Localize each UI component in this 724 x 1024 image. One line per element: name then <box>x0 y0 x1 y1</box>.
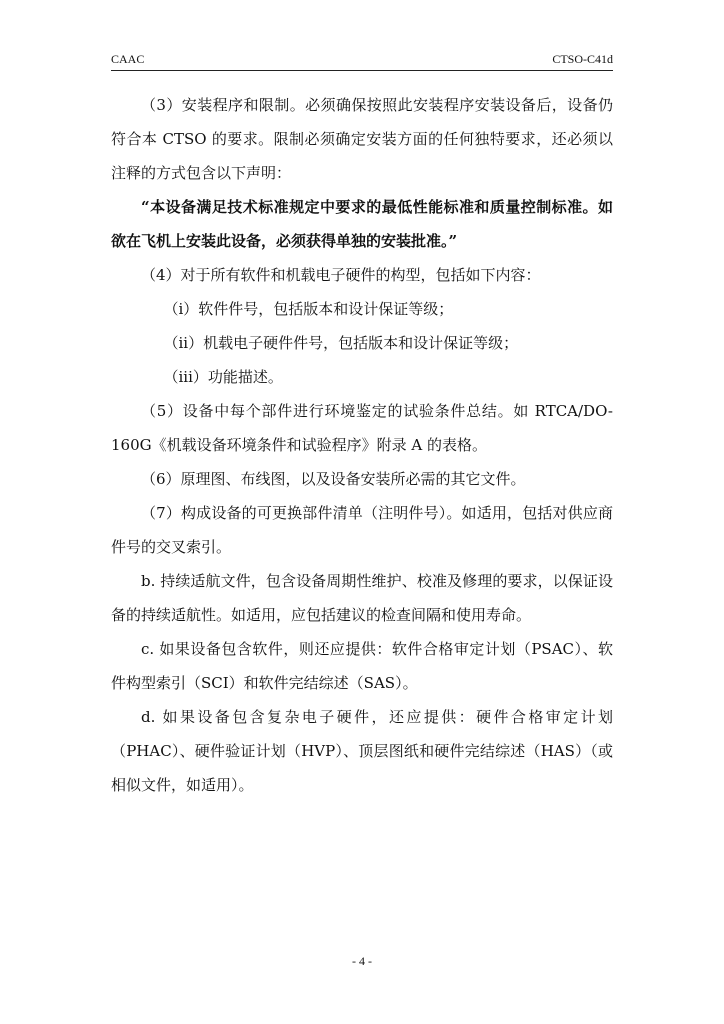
page-number: - 4 - <box>352 954 372 968</box>
paragraph-hardware-documents: d. 如果设备包含复杂电子硬件，还应提供：硬件合格审定计划（PHAC）、硬件验证计划（HVP）、顶层图纸和硬件完结综述（HAS）（或相似文件，如适用）。 <box>111 708 613 794</box>
paragraph-installation-procedure: （3）安装程序和限制。必须确保按照此安装程序安装设备后，设备仍符合本 CTSO 的要求。限制必须确定安装方面的任何独特要求，还必须以注释的方式包含以下声明： <box>111 96 613 182</box>
paragraph-software-hardware-config: （4）对于所有软件和机载电子硬件的构型，包括如下内容： <box>141 266 541 284</box>
list-item-software-part-number: （i）软件件号，包括版本和设计保证等级； <box>163 300 454 318</box>
paragraph-environmental-qualification: （5）设备中每个部件进行环境鉴定的试验条件总结。如 RTCA/DO-160G《机载设备环境条件和试验程序》附录 A 的表格。 <box>111 402 613 454</box>
list-item-function-description: （iii）功能描述。 <box>163 368 283 386</box>
paragraph-schematics: （6）原理图、布线图，以及设备安装所必需的其它文件。 <box>141 470 526 488</box>
header-doc-id: CTSO-C41d <box>552 52 613 66</box>
paragraph-replaceable-parts: （7）构成设备的可更换部件清单（注明件号）。如适用，包括对供应商件号的交叉索引。 <box>111 504 613 556</box>
page-header <box>111 52 613 71</box>
header-org: CAAC <box>111 52 145 66</box>
document-body <box>111 88 613 802</box>
paragraph-software-documents: c. 如果设备包含软件，则还应提供：软件合格审定计划（PSAC）、软件构型索引（SCI）和软件完结综述（SAS）。 <box>111 640 613 692</box>
paragraph-installation-statement: “本设备满足技术标准规定中要求的最低性能标准和质量控制标准。如欲在飞机上安装此设备，必须获得单独的安装批准。” <box>111 198 613 250</box>
paragraph-continued-airworthiness: b. 持续适航文件，包含设备周期性维护、校准及修理的要求，以保证设备的持续适航性。如适用，应包括建议的检查间隔和使用寿命。 <box>111 572 613 624</box>
list-item-hardware-part-number: （ii）机载电子硬件件号，包括版本和设计保证等级； <box>163 334 519 352</box>
